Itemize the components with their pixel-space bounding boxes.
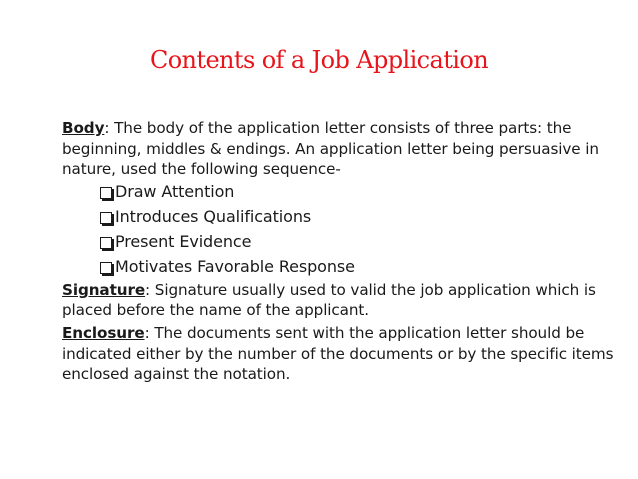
enclosure-paragraph	[62, 323, 622, 385]
list-item-label: Draw Attention	[115, 181, 235, 201]
body-paragraph	[62, 118, 622, 180]
square-bullet-icon	[100, 212, 112, 224]
sequence-list	[62, 180, 622, 280]
list-item	[100, 230, 622, 255]
list-item	[100, 205, 622, 230]
list-item-label: Present Evidence	[115, 231, 252, 251]
body-text: : The body of the application letter consists of three parts: the beginning, middles & endings. An application letter being persuasive in nature, used the following sequence-	[62, 119, 599, 179]
signature-text: : Signature usually used to valid the job application which is placed before the name of the applicant.	[62, 280, 596, 320]
square-bullet-icon	[100, 237, 112, 249]
list-item-label: Introduces Qualifications	[115, 206, 312, 226]
square-bullet-icon	[100, 187, 112, 199]
square-bullet-icon	[100, 262, 112, 274]
list-item-label: Motivates Favorable Response	[115, 256, 355, 276]
list-item	[100, 180, 622, 205]
enclosure-term: Enclosure	[62, 323, 145, 342]
slide-title: Contents of a Job Application	[149, 46, 489, 74]
signature-term: Signature	[62, 280, 146, 299]
list-item	[100, 255, 622, 280]
body-term: Body	[62, 119, 105, 137]
slide-body	[62, 118, 622, 385]
enclosure-text: : The documents sent with the application letter should be indicated either by the number of the documents or by the specific items enclosed against the notation.	[62, 323, 614, 384]
signature-paragraph	[62, 280, 622, 321]
